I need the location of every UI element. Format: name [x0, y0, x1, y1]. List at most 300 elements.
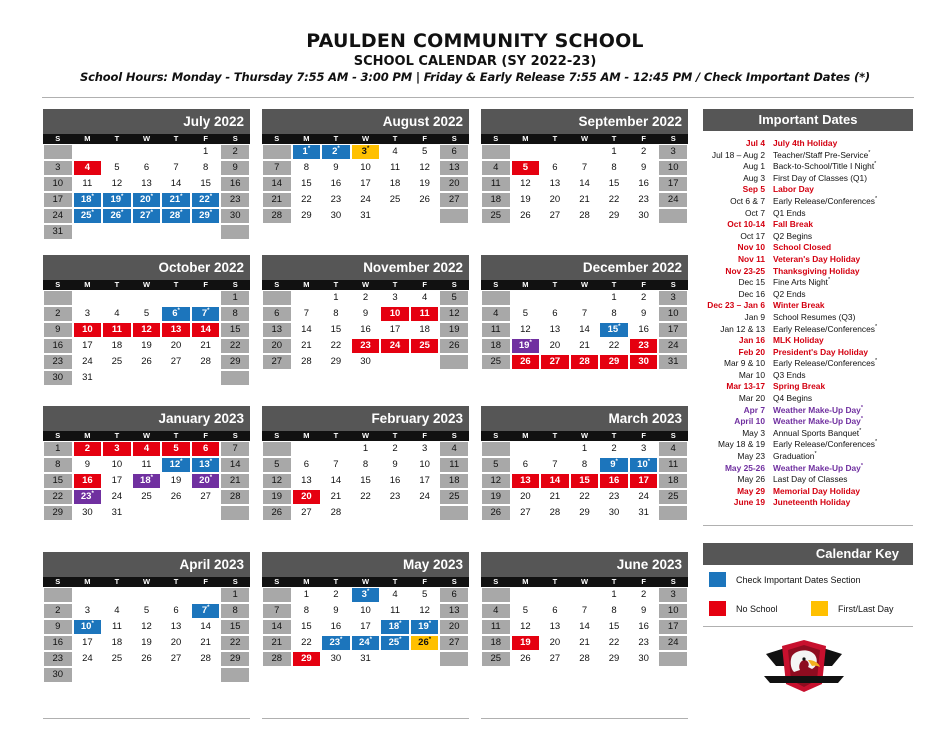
day-cell: 8 [321, 306, 351, 322]
day-cell: 4 [481, 306, 511, 322]
day-cell: 10 [658, 306, 688, 322]
empty-day-cell [380, 505, 410, 521]
day-cell: 18 [658, 473, 688, 489]
empty-day-cell [540, 144, 570, 160]
empty-day-cell [410, 208, 440, 224]
day-cell: 17 [73, 338, 103, 354]
empty-day-cell [73, 290, 103, 306]
weekday-label: M [303, 431, 310, 440]
day-cell: 13 [439, 603, 469, 619]
day-cell: 28 [570, 354, 600, 370]
day-cell: 27 [191, 489, 221, 505]
day-cell: 4 [380, 587, 410, 603]
important-date-date: Mar 9 & 10 [724, 358, 765, 369]
day-cell: 9* [599, 457, 629, 473]
day-cell: 6 [540, 306, 570, 322]
day-cell: 28 [191, 651, 221, 667]
day-cell: 31 [351, 651, 381, 667]
day-cell: 2 [629, 290, 659, 306]
day-cell: 11 [439, 457, 469, 473]
important-date-event [773, 138, 913, 150]
empty-day-cell [191, 224, 221, 240]
day-grid [43, 441, 250, 537]
important-date-row [703, 289, 913, 301]
day-cell: 13 [132, 176, 162, 192]
day-cell: 27 [540, 354, 570, 370]
empty-day-cell [191, 505, 221, 521]
weekday-label: T [333, 280, 339, 289]
empty-day-cell [321, 441, 351, 457]
weekday-label: M [522, 280, 529, 289]
day-cell: 25 [439, 489, 469, 505]
important-date-row [703, 231, 913, 243]
weekday-label: T [173, 280, 179, 289]
day-cell: 19 [132, 338, 162, 354]
day-cell: 6 [511, 457, 541, 473]
day-cell: 14 [262, 619, 292, 635]
important-date-event-text: Juneteenth Holiday [773, 497, 851, 508]
day-cell: 3 [658, 290, 688, 306]
day-grid [262, 144, 469, 240]
day-cell: 8 [570, 457, 600, 473]
day-cell: 6* [161, 306, 191, 322]
month-title: October 2022 [43, 255, 250, 280]
day-cell: 21 [262, 635, 292, 651]
day-cell: 5 [511, 603, 541, 619]
empty-day-cell [380, 354, 410, 370]
important-date-event [773, 254, 913, 266]
day-cell: 13* [191, 457, 221, 473]
weekday-label: T [611, 134, 617, 143]
weekday-label: S [670, 280, 676, 289]
day-cell: 2 [43, 603, 73, 619]
day-cell: 12 [511, 322, 541, 338]
important-date-row [703, 474, 913, 486]
day-cell: 27 [511, 505, 541, 521]
empty-day-cell [191, 370, 221, 386]
day-cell: 31 [629, 505, 659, 521]
important-date-row [703, 486, 913, 498]
day-cell: 13 [161, 322, 191, 338]
day-cell: 11 [481, 322, 511, 338]
day-grid [262, 290, 469, 386]
weekday-header [481, 577, 688, 587]
empty-day-cell [43, 587, 73, 603]
day-cell: 28 [570, 651, 600, 667]
empty-day-cell [161, 667, 191, 683]
day-cell: 29 [599, 354, 629, 370]
month-calendar [262, 109, 469, 276]
day-cell: 12 [410, 160, 440, 176]
month-calendar [43, 109, 250, 276]
month-calendar [43, 552, 250, 719]
day-cell: 9 [43, 619, 73, 635]
empty-day-cell [220, 224, 250, 240]
day-cell: 5 [132, 603, 162, 619]
day-cell: 2 [351, 290, 381, 306]
weekday-label: S [451, 134, 457, 143]
day-cell: 24 [629, 489, 659, 505]
day-cell: 17 [658, 176, 688, 192]
day-cell: 17 [43, 192, 73, 208]
weekday-label: F [422, 431, 427, 440]
day-cell: 10 [380, 306, 410, 322]
day-grid [481, 441, 688, 537]
day-cell: 9 [321, 603, 351, 619]
day-cell: 17 [351, 176, 381, 192]
weekday-label: S [232, 134, 238, 143]
day-cell: 9 [220, 160, 250, 176]
weekday-header [481, 431, 688, 441]
day-cell: 3 [658, 144, 688, 160]
day-cell: 13 [540, 619, 570, 635]
important-date-event-text: Early Release/Conferences [773, 358, 875, 369]
important-date-event-text: School Closed [773, 242, 832, 253]
empty-day-cell [511, 144, 541, 160]
weekday-label: W [361, 431, 370, 440]
day-cell: 26 [439, 338, 469, 354]
day-cell: 22 [599, 635, 629, 651]
day-cell: 10* [73, 619, 103, 635]
day-cell: 1 [570, 441, 600, 457]
day-cell: 28 [262, 651, 292, 667]
day-cell: 25 [380, 192, 410, 208]
important-date-event-text: Thanksgiving Holiday [773, 265, 860, 276]
day-cell: 14 [570, 322, 600, 338]
day-cell: 7 [262, 603, 292, 619]
important-date-date: Apr 7 [743, 404, 765, 415]
month-calendar [481, 109, 688, 276]
day-cell: 31 [43, 224, 73, 240]
month-calendar [43, 406, 250, 573]
day-cell: 23 [629, 192, 659, 208]
weekday-label: T [333, 431, 339, 440]
important-date-row [703, 428, 913, 440]
important-date-event-text: Q3 Ends [773, 369, 806, 380]
day-cell: 14 [321, 473, 351, 489]
day-cell: 30 [321, 208, 351, 224]
day-cell: 30 [220, 208, 250, 224]
important-date-row [703, 242, 913, 254]
day-cell: 14 [540, 473, 570, 489]
day-cell: 3 [73, 306, 103, 322]
day-cell: 24 [410, 489, 440, 505]
weekday-label: M [84, 431, 91, 440]
important-dates-divider [703, 525, 913, 526]
day-cell: 25 [658, 489, 688, 505]
key-label-check-dates: Check Important Dates Section [736, 575, 861, 585]
day-cell: 12 [410, 603, 440, 619]
day-cell: 5 [511, 160, 541, 176]
day-cell: 7 [570, 160, 600, 176]
weekday-header [262, 134, 469, 144]
important-date-event-text: First Day of Classes (Q1) [773, 172, 868, 183]
day-cell: 26 [511, 354, 541, 370]
day-cell: 7* [191, 306, 221, 322]
important-date-row [703, 173, 913, 185]
day-cell: 12* [161, 457, 191, 473]
important-date-row [703, 138, 913, 150]
day-cell: 27 [439, 635, 469, 651]
day-cell: 3 [658, 587, 688, 603]
day-cell: 1 [43, 441, 73, 457]
month-title: April 2023 [43, 552, 250, 577]
important-date-row [703, 300, 913, 312]
day-cell: 3 [102, 441, 132, 457]
day-cell: 18 [481, 338, 511, 354]
important-date-event-text: Early Release/Conferences [773, 323, 875, 334]
important-date-event-text: Fall Break [773, 219, 814, 230]
weekday-label: W [580, 134, 589, 143]
day-cell: 8 [220, 306, 250, 322]
weekday-header [481, 134, 688, 144]
important-date-event: Back-to-School/Title I Night* [773, 161, 877, 172]
empty-day-cell [73, 667, 103, 683]
day-cell: 16 [73, 473, 103, 489]
day-cell: 23 [599, 489, 629, 505]
day-cell: 20* [191, 473, 221, 489]
empty-day-cell [73, 587, 103, 603]
day-cell: 18 [481, 192, 511, 208]
important-date-date: Sep 5 [742, 184, 765, 195]
day-cell: 8 [599, 306, 629, 322]
weekday-label: S [232, 431, 238, 440]
day-cell: 26 [410, 192, 440, 208]
day-cell: 22 [43, 489, 73, 505]
day-cell: 17 [658, 619, 688, 635]
weekday-label: W [361, 577, 370, 586]
empty-day-cell [540, 290, 570, 306]
empty-day-cell [439, 208, 469, 224]
important-date-row [703, 358, 913, 370]
day-cell: 26 [481, 505, 511, 521]
empty-day-cell [132, 224, 162, 240]
weekday-label: M [84, 134, 91, 143]
day-cell: 4 [481, 160, 511, 176]
day-cell: 8 [220, 603, 250, 619]
weekday-label: F [422, 134, 427, 143]
day-grid [262, 587, 469, 683]
day-grid [481, 290, 688, 386]
day-cell: 22 [351, 489, 381, 505]
important-date-row [703, 497, 913, 509]
day-cell: 24 [351, 192, 381, 208]
important-date-row [703, 196, 913, 208]
important-date-event [773, 289, 913, 301]
day-cell: 15 [292, 176, 322, 192]
day-cell: 21 [570, 635, 600, 651]
important-date-event [773, 219, 913, 231]
day-cell: 29 [321, 354, 351, 370]
weekday-label: T [114, 431, 120, 440]
day-cell: 12 [102, 176, 132, 192]
important-date-row [703, 405, 913, 417]
day-cell: 25 [481, 651, 511, 667]
day-cell: 18 [410, 322, 440, 338]
day-cell: 15 [220, 322, 250, 338]
empty-day-cell [102, 224, 132, 240]
day-cell: 4 [73, 160, 103, 176]
important-date-event [773, 347, 913, 359]
important-date-event: Annual Sports Banquet* [773, 427, 862, 438]
important-date-row [703, 439, 913, 451]
day-cell: 23* [321, 635, 351, 651]
empty-day-cell [161, 144, 191, 160]
empty-day-cell [410, 651, 440, 667]
day-cell: 3 [380, 290, 410, 306]
important-date-event-text: Weather Make-Up Day [773, 404, 861, 415]
day-cell: 6 [439, 587, 469, 603]
day-cell: 5 [262, 457, 292, 473]
weekday-label: S [670, 431, 676, 440]
empty-day-cell [262, 144, 292, 160]
empty-day-cell [439, 354, 469, 370]
important-date-date: Aug 3 [743, 172, 765, 183]
day-cell: 2 [220, 144, 250, 160]
important-date-row [703, 312, 913, 324]
calendar-header [0, 30, 950, 85]
key-label-no-school: No School [736, 604, 778, 614]
day-cell: 21 [220, 473, 250, 489]
day-cell: 9 [351, 306, 381, 322]
day-cell: 20 [161, 338, 191, 354]
empty-day-cell [161, 505, 191, 521]
day-cell: 31 [351, 208, 381, 224]
day-cell: 14 [191, 322, 221, 338]
month-title: September 2022 [481, 109, 688, 134]
important-date-event [773, 486, 913, 498]
day-cell: 12 [439, 306, 469, 322]
day-cell: 21 [570, 192, 600, 208]
day-cell: 29 [599, 208, 629, 224]
day-cell: 5 [481, 457, 511, 473]
day-cell: 26 [262, 505, 292, 521]
day-cell: 25 [481, 208, 511, 224]
empty-day-cell [658, 651, 688, 667]
empty-day-cell [73, 224, 103, 240]
day-cell: 22 [292, 635, 322, 651]
empty-day-cell [570, 290, 600, 306]
day-cell: 25 [410, 338, 440, 354]
empty-day-cell [161, 224, 191, 240]
important-date-date: Oct 6 & 7 [730, 195, 765, 206]
day-cell: 19 [511, 192, 541, 208]
empty-day-cell [132, 587, 162, 603]
day-cell: 2 [599, 441, 629, 457]
day-cell: 9 [629, 603, 659, 619]
day-cell: 16 [599, 473, 629, 489]
weekday-label: S [451, 431, 457, 440]
weekday-label: S [493, 431, 499, 440]
day-cell: 7 [570, 306, 600, 322]
day-cell: 2 [43, 306, 73, 322]
day-cell: 23 [351, 338, 381, 354]
day-cell: 18* [380, 619, 410, 635]
day-cell: 7* [191, 603, 221, 619]
weekday-label: F [203, 280, 208, 289]
month-title: May 2023 [262, 552, 469, 577]
day-cell: 23 [629, 635, 659, 651]
empty-day-cell [439, 505, 469, 521]
day-cell: 1 [321, 290, 351, 306]
weekday-label: T [114, 577, 120, 586]
day-cell: 14 [262, 176, 292, 192]
important-date-event-text: President's Day Holiday [773, 346, 869, 357]
weekday-label: T [392, 280, 398, 289]
day-cell: 11 [102, 322, 132, 338]
empty-day-cell [481, 441, 511, 457]
important-date-event: Fine Arts Night* [773, 277, 831, 288]
weekday-header [43, 280, 250, 290]
important-date-event-text: July 4th Holiday [773, 138, 838, 148]
empty-day-cell [511, 441, 541, 457]
important-date-date: Nov 23-25 [725, 265, 765, 276]
day-cell: 18 [439, 473, 469, 489]
weekday-label: T [333, 577, 339, 586]
day-cell: 25 [481, 354, 511, 370]
day-cell: 20 [262, 338, 292, 354]
day-cell: 8 [599, 160, 629, 176]
day-cell: 22* [191, 192, 221, 208]
day-cell: 1 [191, 144, 221, 160]
important-date-row [703, 381, 913, 393]
important-date-event: Weather Make-Up Day* [773, 404, 863, 415]
day-cell: 26 [161, 489, 191, 505]
important-date-event-text: Q1 Ends [773, 207, 806, 218]
day-cell: 9 [629, 160, 659, 176]
weekday-label: S [451, 280, 457, 289]
weekday-label: W [142, 577, 151, 586]
day-cell: 2 [629, 587, 659, 603]
weekday-label: M [303, 577, 310, 586]
important-date-row [703, 161, 913, 173]
important-date-date: April 10 [734, 416, 765, 427]
important-date-event [773, 242, 913, 254]
day-cell: 26* [102, 208, 132, 224]
day-cell: 5 [439, 290, 469, 306]
weekday-label: F [641, 431, 646, 440]
weekday-label: S [274, 280, 280, 289]
important-date-event-text: Weather Make-Up Day [773, 416, 861, 427]
weekday-label: T [552, 134, 558, 143]
month-calendar [262, 552, 469, 719]
day-cell: 31 [658, 354, 688, 370]
weekday-label: F [641, 134, 646, 143]
empty-day-cell [351, 505, 381, 521]
important-date-event-text: Veteran's Day Holiday [773, 253, 861, 264]
day-cell: 31 [102, 505, 132, 521]
weekday-label: F [203, 134, 208, 143]
day-cell: 4 [410, 290, 440, 306]
day-cell: 26 [132, 651, 162, 667]
day-grid [43, 290, 250, 386]
weekday-label: T [552, 280, 558, 289]
important-date-date: Jul 18 – Aug 2 [711, 149, 765, 160]
weekday-label: W [142, 134, 151, 143]
day-cell: 22 [599, 192, 629, 208]
day-cell: 14 [570, 619, 600, 635]
important-date-event [773, 173, 913, 185]
day-cell: 21 [321, 489, 351, 505]
day-cell: 11 [481, 176, 511, 192]
day-cell: 6 [161, 603, 191, 619]
day-cell: 27 [540, 651, 570, 667]
weekday-label: S [55, 577, 61, 586]
important-date-date: May 18 & 19 [717, 439, 765, 450]
day-cell: 27 [161, 354, 191, 370]
day-cell: 17 [658, 322, 688, 338]
important-date-row [703, 266, 913, 278]
